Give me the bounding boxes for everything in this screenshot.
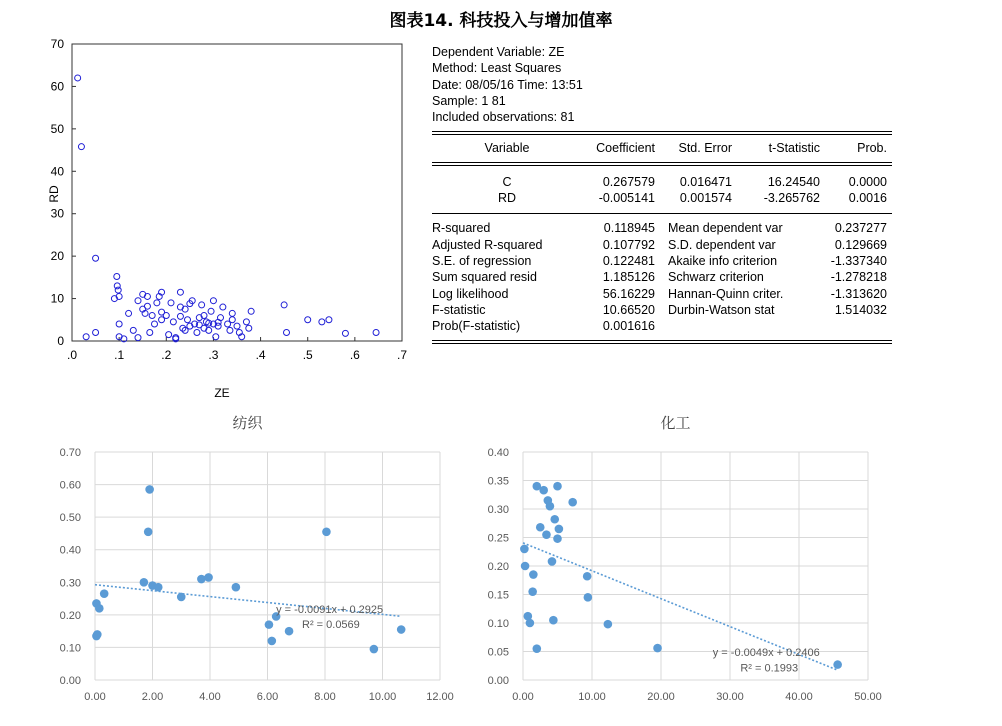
stat-label: Log likelihood: [432, 286, 509, 301]
data-point: [549, 616, 558, 625]
data-point: [144, 528, 153, 537]
data-point: [194, 330, 200, 336]
x-tick-label: .2: [161, 348, 172, 362]
data-point: [208, 308, 214, 314]
data-point: [166, 332, 172, 338]
data-point: [243, 319, 249, 325]
chart-title: 纺织: [232, 415, 263, 432]
plot-frame: [72, 44, 402, 341]
y-tick-label: 0.00: [59, 675, 81, 687]
eviews-scatter-chart: [40, 34, 412, 406]
stat-label: Mean dependent var: [668, 221, 783, 236]
y-tick-label: 0.60: [59, 479, 81, 492]
x-tick-label: .6: [349, 348, 360, 362]
stat-value: -1.313620: [830, 286, 887, 301]
regression-table: [432, 131, 892, 344]
x-tick-label: .4: [255, 348, 266, 362]
data-point: [168, 300, 174, 306]
data-point: [528, 587, 537, 596]
x-tick-label: 40.00: [785, 691, 813, 703]
y-tick-label: 0.30: [487, 504, 509, 516]
stat-row: [432, 302, 892, 318]
data-point: [533, 644, 542, 653]
data-point: [149, 313, 155, 319]
stat-row: [432, 220, 892, 236]
x-tick-label: 8.00: [314, 691, 336, 703]
data-point: [100, 589, 109, 598]
x-tick-label: .1: [114, 348, 125, 362]
stat-label: Hannan-Quinn criter.: [668, 286, 784, 301]
data-point: [584, 593, 593, 602]
data-point: [521, 562, 530, 571]
stat-value: 0.118945: [603, 221, 655, 236]
data-point: [319, 319, 325, 325]
stat-value: 0.122481: [602, 253, 655, 268]
chart-title: 化工: [660, 415, 691, 432]
x-axis-label: ZE: [214, 386, 230, 400]
data-point: [130, 327, 136, 333]
x-tick-label: 4.00: [199, 691, 221, 703]
stat-row: [432, 269, 892, 285]
data-point: [520, 545, 529, 554]
chemical-scatter-chart: [468, 408, 888, 718]
data-point: [114, 274, 120, 280]
data-point: [115, 287, 121, 293]
data-point: [342, 330, 348, 336]
data-point: [284, 330, 290, 336]
std-error-cell: 0.001574: [679, 191, 732, 206]
data-point: [529, 570, 538, 579]
x-tick-label: .0: [66, 348, 78, 362]
stat-value: 10.66520: [602, 302, 655, 317]
header-line: Method: Least Squares: [432, 61, 562, 76]
data-point: [144, 303, 150, 309]
data-point: [232, 583, 241, 592]
data-point: [177, 593, 186, 602]
data-point: [550, 515, 559, 524]
stat-label: Adjusted R-squared: [432, 237, 543, 252]
trendline-equation: y = -0.0049x + 0.2406: [712, 647, 820, 660]
data-point: [78, 144, 84, 150]
x-tick-label: 6.00: [256, 691, 279, 703]
y-tick-label: 0.00: [487, 675, 509, 687]
prob-cell: 0.0000: [848, 174, 887, 189]
t-statistic-cell: -3.265762: [763, 191, 820, 206]
data-point: [152, 321, 158, 327]
data-point: [553, 534, 562, 543]
data-point: [177, 289, 183, 295]
x-tick-label: 20.00: [647, 691, 675, 703]
data-point: [373, 330, 379, 336]
stat-label: S.E. of regression: [432, 253, 532, 268]
header-line: Dependent Variable: ZE: [432, 45, 565, 59]
r-squared-label: R² = 0.0569: [302, 618, 360, 631]
y-tick-label: 0.20: [59, 609, 81, 622]
stat-row: [432, 286, 892, 302]
header-line: Included observations: 81: [432, 110, 575, 125]
data-point: [135, 298, 141, 304]
coefficient-cell: 0.267579: [602, 174, 655, 189]
data-point: [135, 335, 141, 341]
data-point: [147, 330, 153, 336]
statistics-block: [432, 220, 892, 334]
data-point: [553, 482, 562, 491]
col-header-std-error: Std. Error: [678, 141, 732, 156]
table-row: [432, 174, 892, 190]
data-point: [213, 334, 219, 340]
data-point: [159, 309, 165, 315]
header-line: Date: 08/05/16 Time: 13:51: [432, 77, 583, 92]
y-tick-label: 0.50: [59, 512, 81, 525]
y-tick-label: 0.40: [59, 544, 81, 557]
x-tick-label: 10.00: [578, 691, 606, 703]
stat-value: 0.001616: [602, 319, 655, 334]
prob-cell: 0.0016: [848, 191, 887, 206]
y-tick-label: 0.20: [487, 561, 509, 573]
data-point: [145, 485, 154, 494]
x-tick-label: .3: [208, 348, 219, 362]
stat-label: Durbin-Watson stat: [668, 302, 775, 317]
x-tick-label: .5: [302, 348, 313, 362]
data-point: [546, 502, 555, 511]
stat-label: Schwarz criterion: [668, 270, 764, 285]
data-point: [542, 530, 551, 539]
x-tick-label: .7: [396, 348, 408, 362]
y-tick-label: 60: [50, 79, 64, 94]
data-point: [555, 525, 564, 534]
y-tick-label: 0.70: [59, 447, 81, 459]
col-header-coefficient: Coefficient: [596, 141, 655, 156]
header-line: Sample: 1 81: [432, 93, 506, 108]
data-point: [268, 637, 277, 646]
r-squared-label: R² = 0.1993: [740, 662, 799, 675]
data-point: [170, 319, 176, 325]
y-tick-label: 0.25: [487, 532, 509, 545]
stat-label: Sum squared resid: [432, 270, 537, 285]
col-header-prob: Prob.: [857, 141, 887, 156]
stat-row: [432, 237, 892, 253]
page-title: 图表14. 科技投入与增加值率: [389, 11, 613, 31]
data-point: [539, 486, 548, 495]
x-tick-label: 0.00: [84, 691, 106, 703]
data-point: [568, 498, 577, 507]
x-tick-label: 12.00: [426, 691, 454, 703]
data-point: [370, 645, 379, 654]
x-tick-label: 50.00: [854, 691, 882, 703]
stat-row: [432, 318, 892, 334]
stat-label: Akaike info criterion: [668, 253, 778, 268]
data-point: [305, 317, 311, 323]
col-header-variable: Variable: [484, 141, 530, 156]
y-axis-label: RD: [47, 185, 61, 203]
data-point: [140, 578, 149, 587]
col-header-t-statistic: t-Statistic: [768, 141, 820, 156]
stat-value: 0.107792: [602, 237, 655, 252]
x-tick-label: 30.00: [716, 691, 744, 703]
data-point: [653, 644, 662, 653]
data-point: [227, 327, 233, 333]
textile-scatter-chart: [40, 408, 460, 718]
y-tick-label: 0.15: [487, 589, 509, 602]
data-point: [204, 573, 213, 582]
data-point: [322, 528, 331, 537]
y-tick-label: 0.30: [59, 577, 81, 590]
t-statistic-cell: 16.24540: [767, 174, 820, 189]
stat-row: [432, 253, 892, 269]
data-point: [604, 620, 613, 629]
y-tick-label: 0.10: [59, 642, 81, 655]
stat-value: 1.514032: [834, 302, 887, 317]
stat-label: R-squared: [432, 221, 491, 236]
data-point: [114, 283, 120, 289]
regression-header: [432, 44, 892, 125]
data-point: [220, 304, 226, 310]
data-point: [199, 302, 205, 308]
y-tick-label: 20: [50, 249, 64, 264]
data-point: [285, 627, 294, 636]
data-point: [197, 575, 206, 584]
stat-label: S.D. dependent var: [668, 237, 776, 252]
regression-output: [432, 44, 892, 344]
table-row: [432, 190, 892, 206]
variable-cell: RD: [497, 191, 517, 206]
data-point: [154, 583, 163, 592]
data-point: [833, 660, 842, 669]
y-tick-label: 10: [50, 291, 64, 306]
data-point: [210, 298, 216, 304]
data-point: [95, 604, 104, 613]
data-point: [177, 313, 183, 319]
data-point: [126, 310, 132, 316]
data-point: [397, 625, 406, 634]
data-point: [548, 557, 557, 566]
data-point: [536, 523, 545, 532]
data-point: [83, 334, 89, 340]
stat-value: 1.185126: [602, 270, 655, 285]
data-point: [326, 317, 332, 323]
data-point: [246, 325, 252, 331]
y-tick-label: 30: [50, 206, 64, 221]
y-tick-label: 0.05: [487, 646, 509, 659]
data-point: [75, 75, 81, 81]
table-header-row: [432, 140, 892, 156]
data-point: [583, 572, 592, 581]
variable-cell: C: [502, 174, 512, 189]
data-point: [185, 317, 191, 323]
data-point: [281, 302, 287, 308]
x-tick-label: 2.00: [141, 691, 164, 703]
data-point: [229, 310, 235, 316]
y-tick-label: 40: [50, 164, 64, 179]
stat-value: -1.337340: [830, 253, 887, 268]
x-tick-label: 10.00: [368, 691, 397, 703]
data-point: [265, 620, 274, 629]
y-tick-label: 50: [50, 121, 64, 136]
data-point: [526, 619, 535, 628]
data-point: [234, 323, 240, 329]
x-tick-label: 0.00: [512, 691, 534, 703]
stat-value: 0.129669: [834, 237, 887, 252]
y-tick-label: 0.40: [487, 447, 509, 459]
data-point: [116, 321, 122, 327]
data-point: [93, 630, 102, 639]
data-point: [229, 317, 235, 323]
y-tick-label: 0.35: [487, 475, 509, 488]
y-tick-label: 70: [50, 37, 64, 51]
data-point: [248, 308, 254, 314]
stat-label: F-statistic: [432, 302, 486, 317]
trendline-equation: y = -0.0091x + 0.2925: [276, 604, 384, 617]
std-error-cell: 0.016471: [679, 174, 732, 189]
y-tick-label: 0.10: [487, 618, 509, 630]
stat-value: 56.16229: [602, 286, 655, 301]
stat-value: -1.278218: [830, 270, 887, 285]
data-point: [154, 300, 160, 306]
data-point: [93, 255, 99, 261]
y-tick-label: 0: [57, 334, 64, 348]
data-point: [93, 330, 99, 336]
stat-label: Prob(F-statistic): [432, 319, 521, 334]
stat-value: 0.237277: [834, 221, 887, 236]
coefficient-cell: -0.005141: [598, 191, 655, 206]
